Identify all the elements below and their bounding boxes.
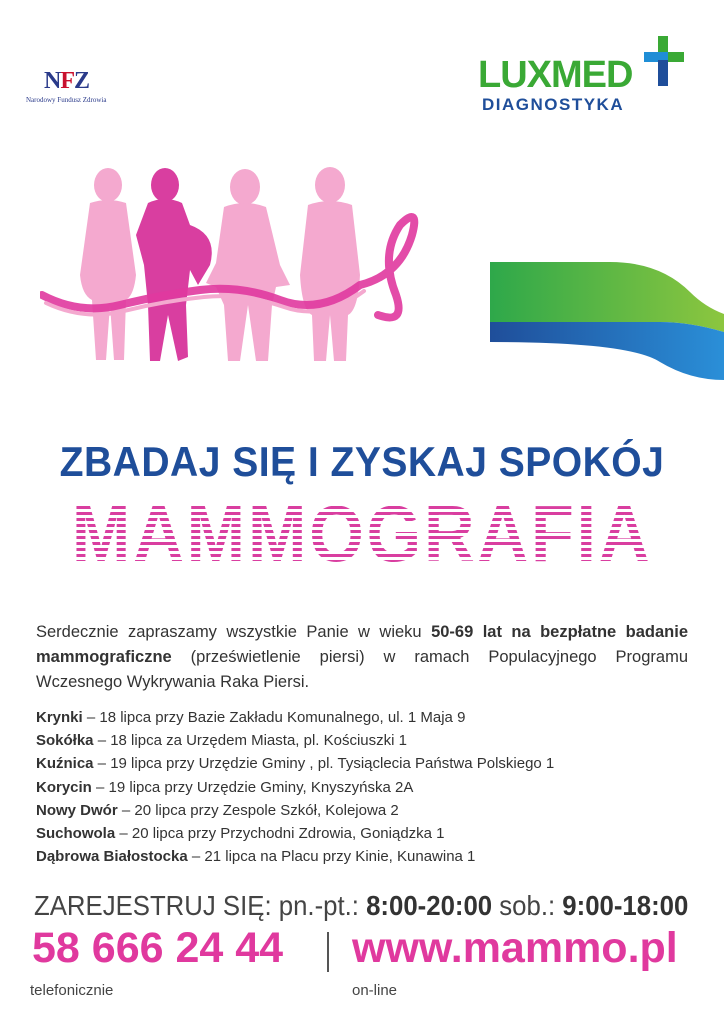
nfz-mark-n: N <box>44 68 61 94</box>
divider <box>327 932 329 972</box>
location-details: – 19 lipca przy Urzędzie Gminy, Knyszyńska 2A <box>91 778 414 796</box>
location-details: – 19 lipca przy Urzędzie Gminy , pl. Tysiąclecia Państwa Polskiego 1 <box>93 755 555 773</box>
location-town: Krynki <box>36 709 83 726</box>
woman-silhouette-2 <box>136 168 212 361</box>
women-silhouettes-illustration <box>40 165 440 375</box>
intro-text-1: Serdecznie zapraszamy wszystkie Panie w wieku <box>36 623 432 641</box>
list-item <box>36 752 696 775</box>
locations-list <box>36 706 696 868</box>
saturday-hours: 9:00-18:00 <box>562 890 689 921</box>
nfz-mark-f: F <box>60 68 75 94</box>
luxmed-cross-icon <box>636 36 692 86</box>
woman-silhouette-4 <box>300 167 360 361</box>
list-item <box>36 776 696 799</box>
location-town: Suchowola <box>36 825 116 843</box>
intro-bold-text: 50-69 lat na bezpłatne badanie mammograficzne <box>36 623 688 666</box>
list-item <box>36 845 696 868</box>
luxmed-name: LUXMED <box>478 54 633 96</box>
nfz-subtitle: Narodowy Fundusz Zdrowia <box>26 96 107 104</box>
nfz-mark-z: Z <box>74 68 90 94</box>
location-details: – 20 lipca przy Przychodni Zdrowia, Goniądzka 1 <box>115 825 445 843</box>
location-town: Kuźnica <box>36 755 94 773</box>
registration-hours <box>34 890 688 922</box>
location-town: Korycin <box>36 778 92 796</box>
location-details: – 18 lipca przy Bazie Zakładu Komunalnego, ul. 1 Maja 9 <box>82 709 466 726</box>
mammografia-title: MAMMOGRAFIA <box>43 494 680 574</box>
location-details: – 20 lipca przy Zespole Szkół, Kolejowa 2 <box>117 801 399 819</box>
saturday-label: sob.: <box>492 890 563 921</box>
location-details: – 18 lipca za Urzędem Miasta, pl. Kościuszki 1 <box>93 732 407 750</box>
location-town: Dąbrowa Białostocka <box>36 848 188 866</box>
nfz-logo <box>26 68 136 113</box>
luxmed-logo <box>478 36 698 126</box>
location-town: Sokółka <box>36 732 94 750</box>
luxmed-subtitle: DIAGNOSTYKA <box>482 95 625 114</box>
phone-number[interactable]: 58 666 24 44 <box>32 924 284 972</box>
weekdays-hours: 8:00-20:00 <box>366 890 493 921</box>
website-caption: on-line <box>352 982 398 999</box>
location-town: Nowy Dwór <box>36 801 118 819</box>
register-label: ZAREJESTRUJ SIĘ: <box>34 890 279 921</box>
woman-silhouette-1 <box>80 168 136 360</box>
weekdays-label: pn.-pt.: <box>278 890 367 921</box>
intro-text-2: (prześwietlenie piersi) w ramach Populacyjnego Programu Wczesnego Wykrywania Raka Piersi. <box>36 647 688 691</box>
green-blue-wave-decoration <box>490 262 724 382</box>
woman-silhouette-3 <box>206 169 290 361</box>
website-link[interactable]: www.mammo.pl <box>352 924 678 972</box>
phone-caption: telefonicznie <box>30 982 114 999</box>
list-item <box>36 822 696 845</box>
list-item <box>36 799 696 822</box>
nfz-mark <box>44 68 89 95</box>
intro-paragraph <box>36 620 688 694</box>
list-item <box>36 706 696 729</box>
list-item <box>36 729 696 752</box>
headline: ZBADAJ SIĘ I ZYSKAJ SPOKÓJ <box>59 438 665 485</box>
location-details: – 21 lipca na Placu przy Kinie, Kunawina 1 <box>187 848 476 866</box>
